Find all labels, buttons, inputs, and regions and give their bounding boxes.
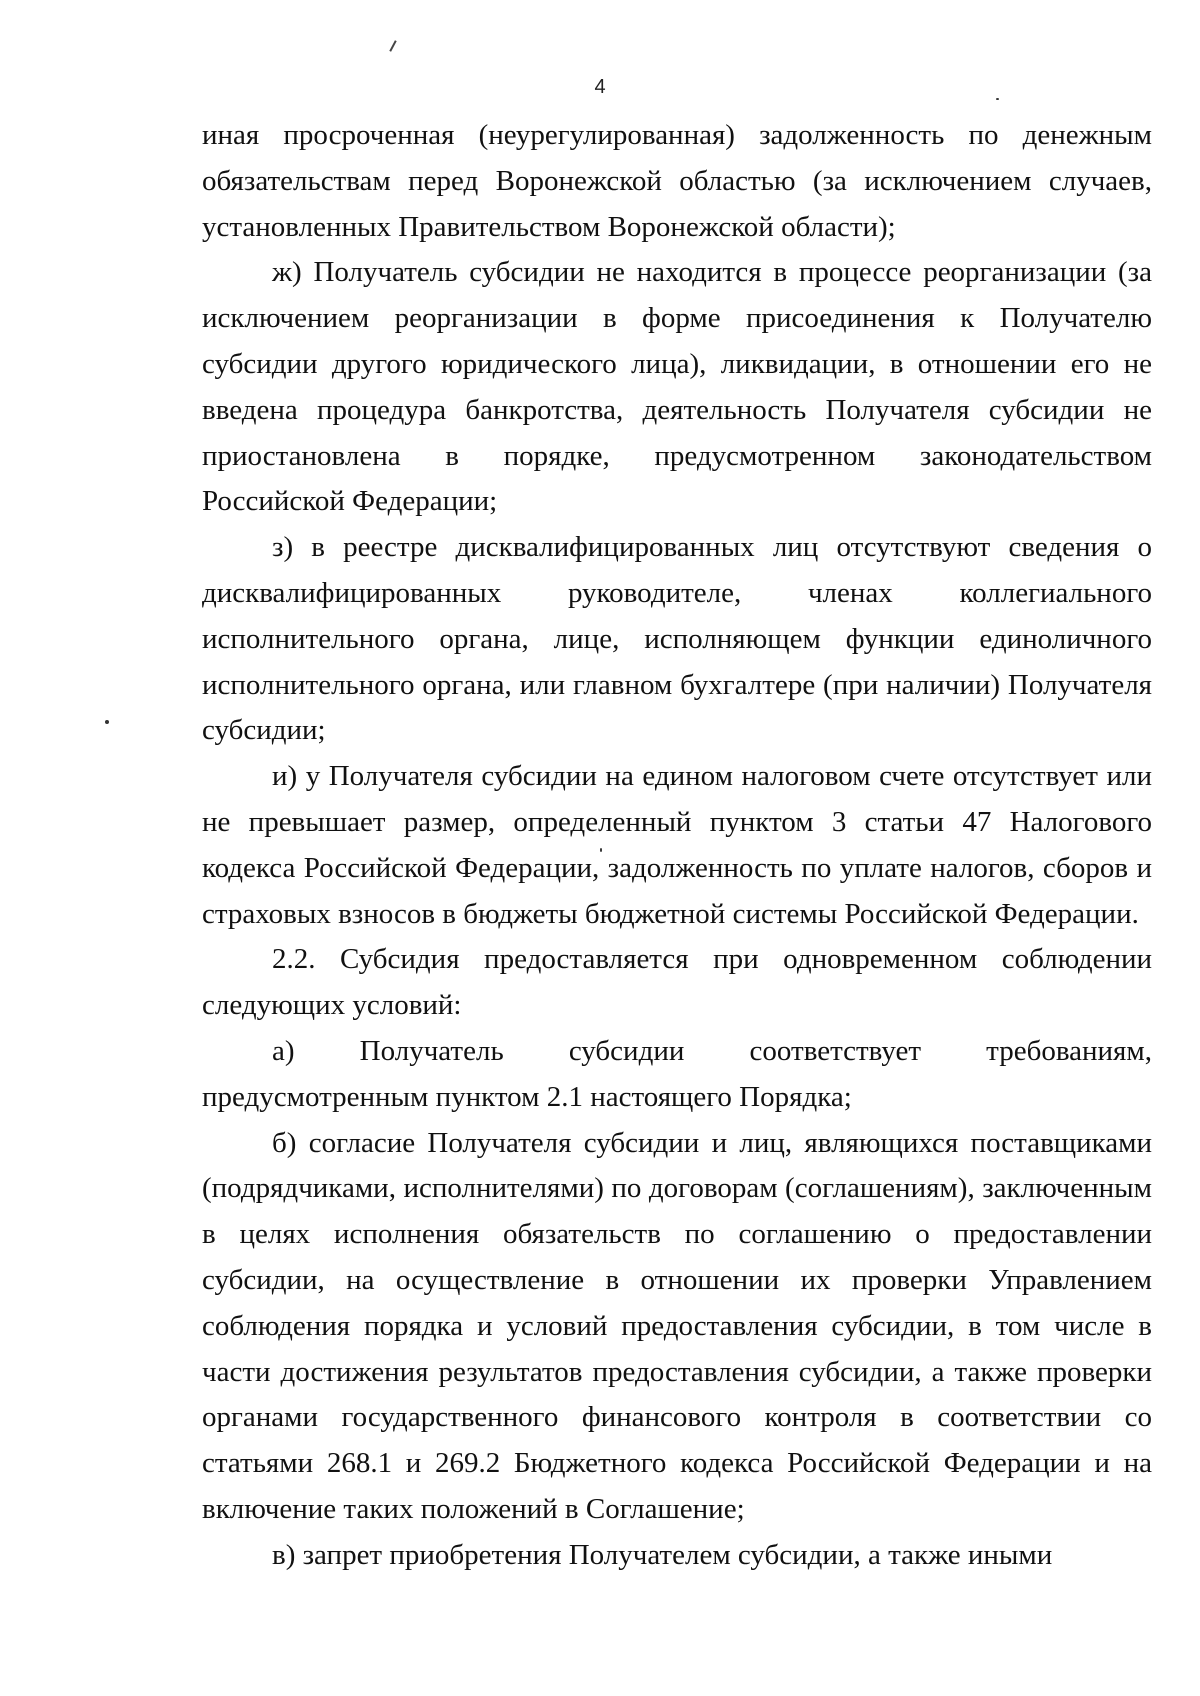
document-body	[202, 113, 1152, 1579]
page-number: 4	[594, 76, 606, 98]
paragraph-item-a: а) Получатель субсидии соответствует требованиям, предусмотренным пунктом 2.1 настоящего Порядка;	[202, 1034, 1152, 1113]
paragraph-item-z: з) в реестре дисквалифицированных лиц отсутствуют сведения о дисквалифицированных руководителе, членах коллегиального исполнительного органа, лице, исполняющем функции единоличного исполнительного органа, или главном бухгалтере (при наличии) Получателя субсидии;	[202, 531, 1152, 747]
paragraph-section-2-2: 2.2. Субсидия предоставляется при одновременном соблюдении следующих условий:	[202, 943, 1152, 1022]
paragraph-continuation: иная просроченная (неурегулированная) задолженность по денежным обязательствам перед Воронежской областью (за исключением случаев, установленных Правительством Воронежской области);	[202, 119, 1152, 243]
paragraph-item-i: и) у Получателя субсидии на едином налоговом счете отсутствует или не превышает размер, определенный пунктом 3 статьи 47 Налогового кодекса Российской Федерации, задолженность по уплате налогов, сборов и страховых взносов в бюджеты бюджетной системы Российской Федерации.	[202, 760, 1152, 930]
scan-speck	[105, 720, 109, 724]
paragraph-item-b: б) согласие Получателя субсидии и лиц, являющихся поставщиками (подрядчиками, исполнителями) по договорам (соглашениям), заключенным в целях исполнения обязательств по соглашению о предоставлении субсидии, на осуществление в отношении их проверки Управлением соблюдения порядка и условий предоставления субсидии, в том числе в части достижения результатов предоставления субсидии, а также проверки органами государственного финансового контроля в соответствии со статьями 268.1 и 269.2 Бюджетного кодекса Российской Федерации и на включение таких положений в Соглашение;	[202, 1126, 1152, 1525]
paragraph-item-zh: ж) Получатель субсидии не находится в процессе реорганизации (за исключением реорганизации в форме присоединения к Получателю субсидии другого юридического лица), ликвидации, в отношении его не введена процедура банкротства, деятельность Получателя субсидии не приостановлена в порядке, предусмотренном законодательством Российской Федерации;	[202, 256, 1152, 518]
paragraph-item-v: в) запрет приобретения Получателем субсидии, а также иными	[272, 1538, 1053, 1571]
scan-mark	[389, 40, 396, 52]
